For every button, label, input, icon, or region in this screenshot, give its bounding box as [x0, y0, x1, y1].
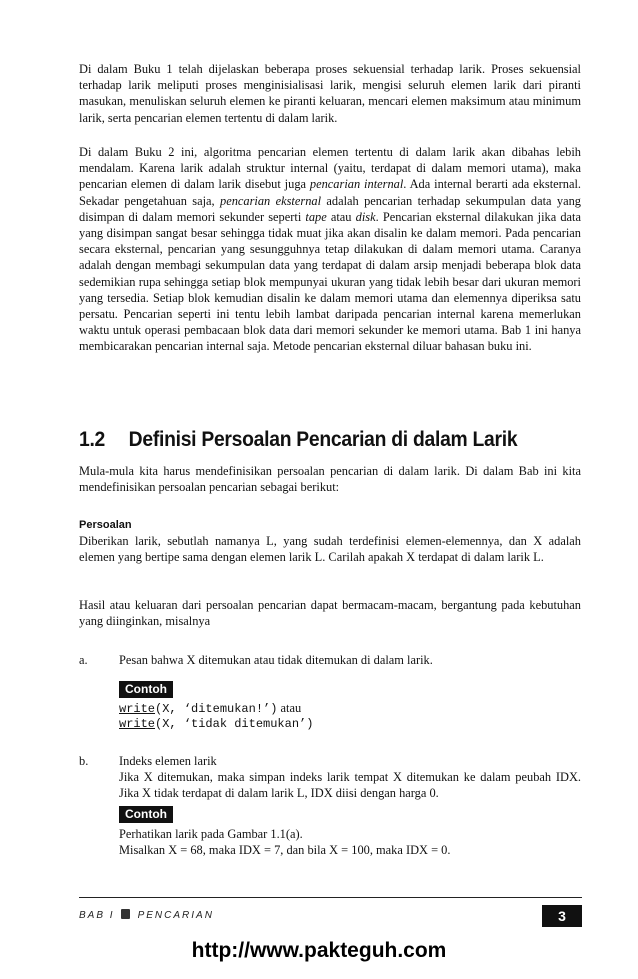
list-item-a-marker: a.	[79, 653, 88, 667]
code-line-found	[119, 700, 301, 717]
paragraph-output-variants: Hasil atau keluaran dari persoalan pencarian dapat bermacam-macam, bergantung pada kebutuhan yang diinginkan, misalnya	[79, 598, 581, 629]
list-item-b-marker: b.	[79, 754, 89, 768]
watermark-url	[0, 939, 638, 963]
code-line-not-found	[119, 716, 313, 732]
list-item-b-text: Jika X ditemukan, maka simpan indeks larik tempat X ditemukan ke dalam peubah IDX. Jika X tidak terdapat di dalam larik L, IDX diisi dengan harga 0.	[119, 770, 581, 801]
term-tape: tape	[305, 209, 327, 224]
code-connector: atau	[277, 701, 302, 715]
footer-chapter-title: PENCARIAN	[137, 910, 214, 921]
section-heading	[79, 428, 557, 452]
book-icon	[121, 909, 130, 919]
watermark-link[interactable]: http://www.pakteguh.com	[191, 939, 447, 962]
text-run: atau	[326, 209, 356, 224]
text-run: . Pencarian eksternal dilakukan jika data yang disimpan sangat besar sehingga tidak muat jika akan disalin ke dalam memori. Pada pencarian secara eksternal, pencarian yang sesungguhnya tetap dilakukan di dalam memori utama. Caranya adalah dengan membagi sekumpulan data yang terdapat di dalam arsip menjadi beberapa blok data sedemikian rupa sehingga setiap blok mempunyai ukuran yang tidak lebih besar dari ukuran memori yang tersedia. Setiap blok kemudian disalin ke dalam memori utama dan elemennya diperiksa satu persatu. Pencarian seperti ini tentu lebih lambat daripada pencarian internal karena memerlukan waktu untuk operasi pembacaan blok data dari memori sekunder ke memori utama. Bab 1 ini hanya membicarakan pencarian internal saja. Metode pencarian eksternal diluar bahasan buku ini.	[79, 209, 581, 354]
page-number: 3	[542, 905, 582, 927]
text-run: adalah pencarian terhadap sekumpulan data yang disimpan di dalam memori sekunder seperti	[79, 193, 581, 224]
section-title: Definisi Persoalan Pencarian di dalam Larik	[128, 428, 518, 451]
term-internal-search: pencarian internal	[309, 177, 404, 192]
code-keyword: write	[119, 717, 156, 731]
footer-chapter-label: BAB I	[79, 910, 115, 921]
list-item-a-text: Pesan bahwa X ditemukan atau tidak ditemukan di dalam larik.	[119, 653, 433, 667]
text-run: . Ada internal berarti ada eksternal. Sekadar pengetahuan saja,	[79, 177, 581, 208]
text-run: Di dalam Buku 2 ini, algoritma pencarian elemen tertentu di dalam larik akan dibahas lebih mendalam. Karena larik adalah struktur internal (yaitu, terdapat di dalam memori utama), maka pencarian elemen di dalam larik disebut juga	[79, 145, 581, 192]
example-line: Misalkan X = 68, maka IDX = 7, dan bila X = 100, maka IDX = 0.	[119, 843, 451, 858]
paragraph-problem-statement: Diberikan larik, sebutlah namanya L, yang sudah terdefinisi elemen-elemennya, dan X adalah elemen yang bertipe sama dengan elemen larik L. Carilah apakah X terdapat di dalam larik L.	[79, 534, 581, 565]
example-line: Perhatikan larik pada Gambar 1.1(a).	[119, 827, 303, 841]
term-external-search: pencarian eksternal	[220, 193, 322, 208]
paragraph-intro: Di dalam Buku 1 telah dijelaskan beberapa proses sekuensial terhadap larik. Proses sekuensial terhadap larik meliputi proses menginisialisasi larik, mengisi seluruh elemen larik dari piranti masukan, menuliskan seluruh elemen ke piranti keluaran, mencari elemen maksimum atau minimum larik, serta pencarian elemen tertentu di dalam larik.	[79, 62, 581, 125]
code-args: (X, ‘tidak ditemukan’)	[155, 717, 314, 731]
footer-chapter	[79, 909, 214, 921]
list-item-b-title: Indeks elemen larik	[119, 754, 217, 768]
paragraph-definition-intro: Mula-mula kita harus mendefinisikan persoalan pencarian di dalam larik. Di dalam Bab ini kita mendefinisikan persoalan pencarian sebagai berikut:	[79, 464, 581, 495]
footer-divider	[79, 897, 582, 898]
persoalan-label: Persoalan	[79, 519, 132, 531]
paragraph-internal-external-search	[79, 144, 581, 355]
example-label: Contoh	[119, 681, 173, 698]
code-keyword: write	[119, 702, 156, 716]
example-text	[119, 826, 581, 858]
code-args: (X, ‘ditemukan!’)	[155, 702, 278, 716]
term-disk: disk	[355, 209, 376, 224]
section-number: 1.2	[79, 428, 106, 451]
example-label: Contoh	[119, 806, 173, 823]
